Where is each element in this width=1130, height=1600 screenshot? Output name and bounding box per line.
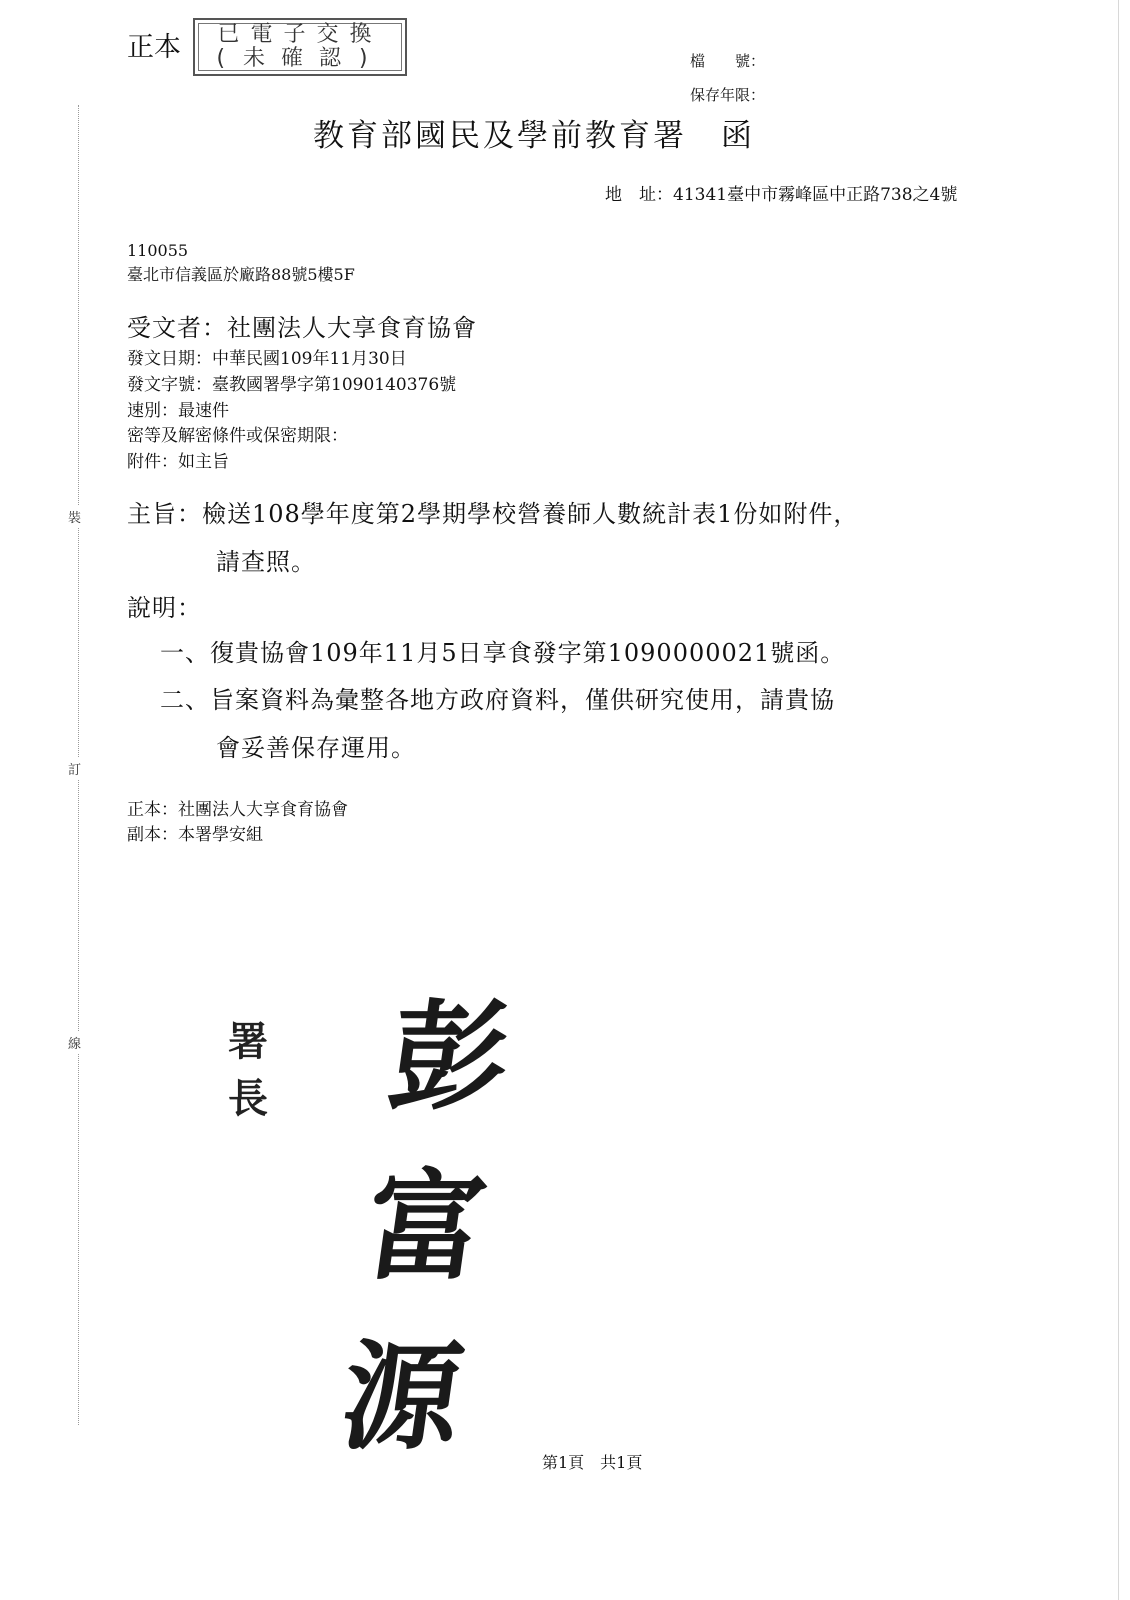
director-name: 彭富源: [333, 987, 527, 1466]
binding-mark-zhuang: 裝: [68, 505, 81, 528]
explanation-item-1: 一、復貴協會109年11月5日享食發字第1090000021號函。: [160, 639, 846, 667]
postal-code: 110055: [127, 241, 189, 260]
sender-address: 地 址：41341臺中市霧峰區中正路738之4號: [605, 185, 958, 205]
explanation-item-2-line-2: 會妥善保存運用。: [216, 734, 416, 762]
issue-date: 發文日期：中華民國109年11月30日: [127, 349, 407, 369]
binding-mark-xian: 線: [68, 1031, 81, 1054]
copy-type-label: 正本: [127, 32, 181, 63]
director-title: 署長: [228, 1018, 270, 1122]
attachment-note: 附件：如主旨: [127, 452, 229, 472]
distribution-original: 正本：社團法人大享食育協會: [127, 800, 348, 820]
subject-line-1: 主旨：檢送108學年度第2學期學校營養師人數統計表1份如附件，: [127, 500, 859, 528]
stamp-line-2: (未確認): [213, 46, 387, 71]
explanation-label: 說明：: [127, 594, 202, 622]
explanation-item-2-line-1: 二、旨案資料為彙整各地方政府資料，僅供研究使用，請貴協: [160, 686, 835, 714]
document-number: 發文字號：臺教國署學字第1090140376號: [127, 375, 457, 395]
delivery-speed: 速別：最速件: [127, 401, 229, 421]
file-number-label: 檔 號：: [690, 52, 766, 70]
stamp-line-1: 已電子交換: [217, 22, 383, 47]
binding-mark-ding: 訂: [68, 757, 81, 780]
electronic-exchange-stamp: [193, 18, 407, 76]
document-title: 教育部國民及學前教育署 函: [313, 118, 755, 154]
secrecy-level: 密等及解密條件或保密期限：: [127, 426, 348, 446]
subject-line-2: 請查照。: [216, 548, 316, 576]
recipient-line: 受文者：社團法人大享食育協會: [127, 314, 477, 342]
retention-period-label: 保存年限：: [690, 86, 766, 104]
page-number: 第1頁 共1頁: [542, 1453, 643, 1472]
page-edge: [1118, 0, 1119, 1600]
recipient-street-address: 臺北市信義區於廠路88號5樓5F: [127, 265, 355, 284]
distribution-copy: 副本：本署學安組: [127, 825, 263, 845]
